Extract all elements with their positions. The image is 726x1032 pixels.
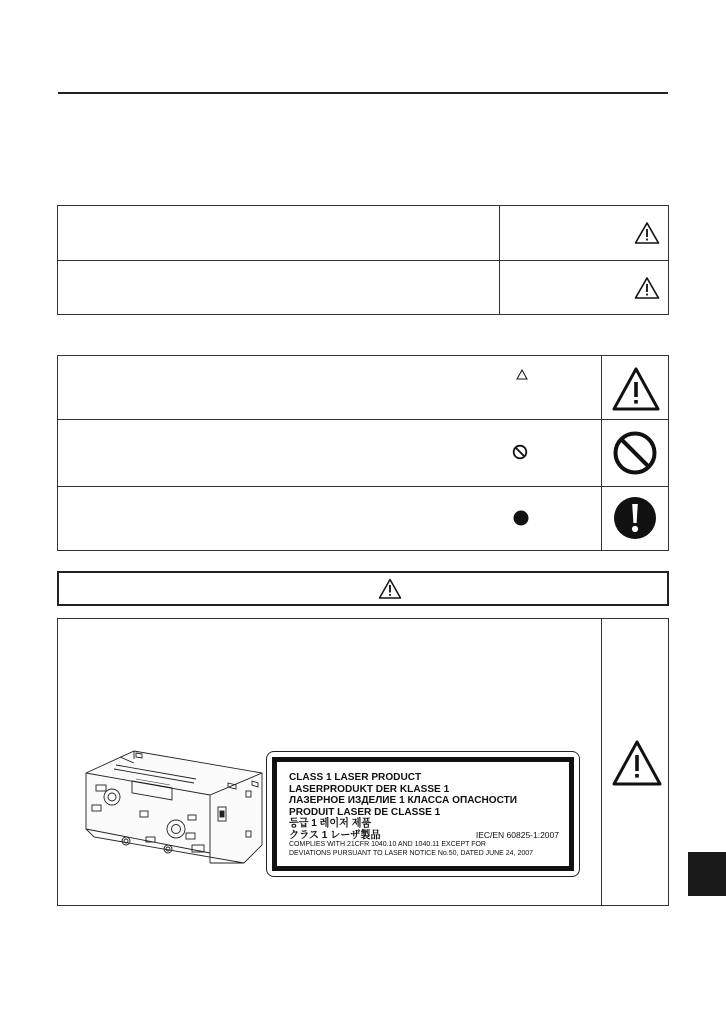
label-compliance-line: DEVIATIONS PURSUANT TO LASER NOTICE No.50, DATED JUNE 24, 2007 xyxy=(289,849,534,857)
warning-triangle-icon xyxy=(611,366,661,412)
laser-product-label xyxy=(266,751,580,877)
small-prohibition-icon xyxy=(512,444,528,460)
table-row xyxy=(58,356,668,419)
label-standard-row xyxy=(289,830,559,842)
table-row xyxy=(58,420,668,486)
table-row xyxy=(58,261,668,315)
label-compliance-line: COMPLIES WITH 21CFR 1040.10 AND 1040.11 EXCEPT FOR xyxy=(289,841,486,848)
table-row xyxy=(58,487,668,550)
label-german-line: LASERPRODUKT DER KLASSE 1 xyxy=(289,782,450,795)
header-rule xyxy=(58,92,668,94)
warning-header-bar xyxy=(57,571,669,606)
device-illustration xyxy=(76,745,268,865)
label-russian-line: ЛАЗЕРНОЕ ИЗДЕЛИЕ 1 КЛАССА ОПАСНОСТИ xyxy=(289,794,518,806)
table-row xyxy=(58,206,668,260)
label-korean-line: 등급 1 레이저 제품 xyxy=(289,817,372,829)
table-divider xyxy=(601,619,602,905)
mandatory-action-icon xyxy=(613,496,657,540)
symbol-table xyxy=(57,355,669,551)
small-mandatory-icon xyxy=(513,510,529,526)
label-japanese-line: クラス 1 レーザ製品 xyxy=(289,828,381,841)
small-triangle-icon xyxy=(516,369,528,380)
laser-label-border xyxy=(272,757,574,871)
label-class-line: CLASS 1 LASER PRODUCT xyxy=(289,771,422,783)
warning-icon xyxy=(634,221,660,245)
label-standard: IEC/EN 60825-1:2007 xyxy=(475,829,559,840)
warning-triangle-icon xyxy=(611,739,663,787)
caution-icon xyxy=(634,276,660,300)
label-french-line: PRODUIT LASER DE CLASSE 1 xyxy=(289,805,441,818)
section-index-tab xyxy=(688,852,726,896)
signal-word-table xyxy=(57,205,669,315)
laser-warning-panel xyxy=(57,618,669,906)
warning-icon xyxy=(378,578,402,600)
prohibition-icon xyxy=(612,430,658,476)
